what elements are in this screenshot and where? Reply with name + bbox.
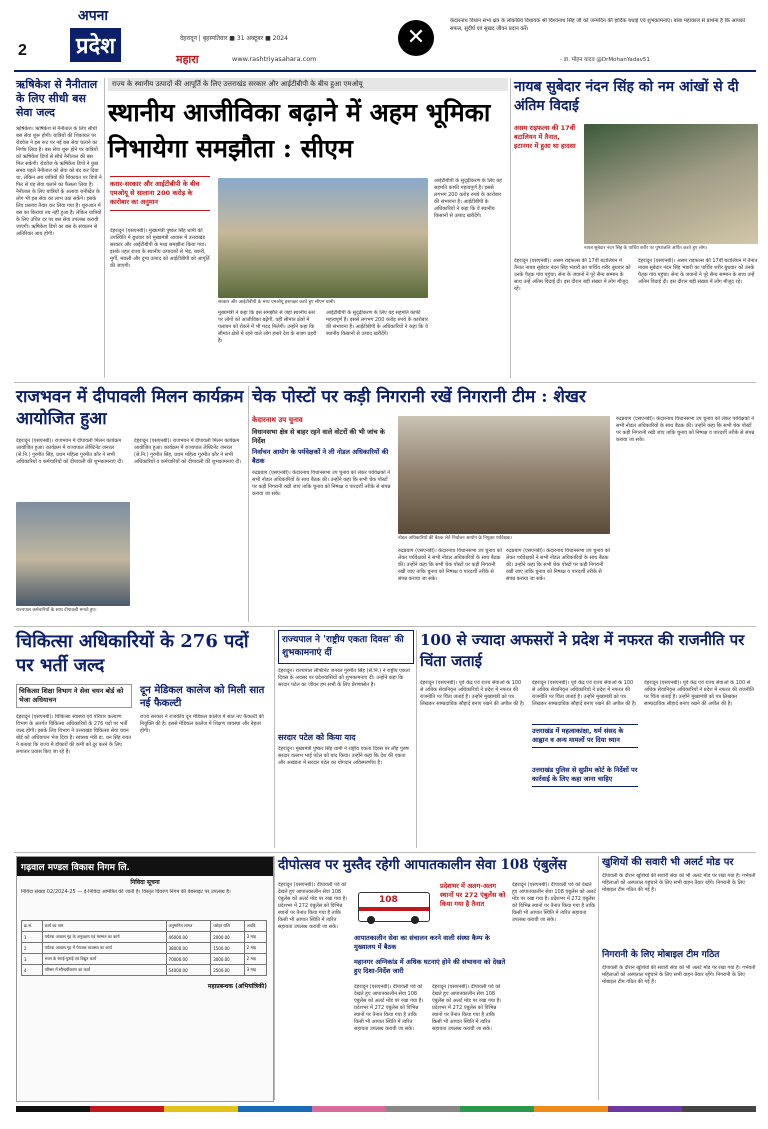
brand-main: प्रदेश <box>70 28 121 62</box>
khushiyon-headline: खुशियों की सवारी भी अलर्ट मोड पर <box>602 857 734 868</box>
tender-rule <box>274 856 275 1100</box>
ekta-story <box>278 630 414 848</box>
officers-headline: 100 से ज्यादा अफसरों ने प्रदेश में नफरत की राजनीति पर चिंता जताई <box>420 631 745 670</box>
table-cell: 3000.00 <box>211 954 244 965</box>
lead-photo-caption: सरकार और आईटीबीपी के मध्य एमओयू हस्ताक्षर करते हुए सीएम धामी। <box>218 300 336 305</box>
table-cell: पर्यटक आवास गृह में पेयजल व्यवस्था का कार्य <box>42 943 166 954</box>
table-row <box>22 943 267 954</box>
checkpost-body-3: रुद्रप्रयाग (एसएनबी)। केदारनाथ विधानसभा उप चुनाव को लेकर पर्यवेक्षकों ने सभी नोडल अधिकारियों के साथ बैठक की। उन्होंने कहा कि सभी चेक पोस्टों पर कड़ी निगरानी रखी जाए ताकि चुनाव को निष्पक्ष व पारदर्शी तरीके से संपन्न कराया जा सके। <box>506 548 610 582</box>
section-rule-1 <box>14 382 756 383</box>
medical-story <box>16 630 272 848</box>
medical-sub2: दून मेडिकल कालेज को मिली सात नई फैकल्टी <box>140 685 265 709</box>
table-cell: 3 <box>22 954 43 965</box>
lead-photo <box>218 178 428 298</box>
lead-body-1: देहरादून (एसएनबी)। मुख्यमंत्री पुष्कर सिंह धामी की उपस्थिति में बुधवार को मुख्यमंत्री आवास में उत्तराखंड सरकार और आईटीबीपी के मध्य समझौता किया गया। इसके तहत राज्य के स्थानीय उत्पादकों से भेड़, बकरी, मुर्गी, मछली और दुग्ध उत्पाद को आईटीबीपी को आपूर्ति की जाएगी। <box>110 228 210 269</box>
right-top-pull-quote: असम राइफल्स की 17वीं बटालियन में तैनात, इटानगर में हुआ था हादसा <box>514 124 576 150</box>
tender-table <box>21 920 267 976</box>
tender-sub: निविदा सूचना <box>130 879 160 886</box>
khushiyon-body-2: दीपावली के दौरान खुशियों की सवारी सेवा को भी अलर्ट मोड पर रखा गया है। गर्भवती महिलाओं को अस्पताल पहुंचाने के लिए सभी वाहन तैयार रहेंगे। निगरानी के लिए मोबाइल टीम गठित की गई है। <box>602 965 756 985</box>
checkpost-pull-quote: विधानसभा क्षेत्र से बाहर रहने वाले वोटरों की भी जांच के निर्देश <box>252 428 385 445</box>
right-top-body-2: देहरादून (एसएनबी)। असम राइफल्स की 17वीं बटालियन में तैनात नायब सूबेदार नंदन सिंह भंडारी का पार्थिव शरीर बुधवार को उनके पैतृक गांव पहुंचा। सेना के जवानों ने पूरे सैन्य सम्मान के साथ उन्हें अंतिम विदाई दी। इस दौरान बड़ी संख्या में लोग मौजूद रहे। <box>638 258 758 285</box>
table-cell: 2500.00 <box>211 965 244 976</box>
table-cell: 2 माह <box>244 943 266 954</box>
tender-col: धरोहर राशि <box>211 921 244 932</box>
khushiyon-story <box>602 856 756 1100</box>
ekta-body2: देहरादून। मुख्यमंत्री पुष्कर सिंह धामी ने राष्ट्रीय एकता दिवस पर लौह पुरुष सरदार वल्लभ भाई पटेल को याद किया। उन्होंने कहा कि देश की एकता और अखंडता में सरदार पटेल का योगदान अविस्मरणीय है। <box>278 746 409 766</box>
officers-sub: उत्तराखंड में महत्वाकांक्षा, धर्म संसद के आह्वान व अन्य मामलों पर दिया ध्यान <box>532 724 638 748</box>
table-row <box>22 954 267 965</box>
ambulance-stripe <box>359 907 429 911</box>
tender-col: क्र.सं. <box>22 921 43 932</box>
tender-text: निविदा संख्या 02/2024-25 — ई-निविदा आमंत्रित की जाती है। विस्तृत विवरण निगम की वेबसाइट पर उपलब्ध है। <box>21 889 231 895</box>
right-top-story <box>514 78 758 378</box>
officers-sub2: उत्तराखंड पुलिस से सुप्रीम कोर्ट के निर्देशों पर कार्रवाई के लिए कहा जाना चाहिए <box>532 764 638 787</box>
lead-headline: स्थानीय आजीविका बढ़ाने में अहम भूमिका निभायेगा समझौता : सीएम <box>108 98 491 163</box>
ambulance-icon <box>358 892 430 922</box>
tender-title <box>17 857 273 876</box>
deepawali-pull-quote-3: महानगर अग्निकांड में अधिक घटनाएं होने की संभावना को देखते हुए दिशा-निर्देश जारी <box>354 958 506 975</box>
table-cell: 70000.00 <box>166 954 211 965</box>
left-brief-body: ऋषिकेश। ऋषिकेश से नैनीताल के लिए सीधी बस सेवा शुरू होगी। यात्रियों की शिकायत पर रोडवेज ने इस रूट पर नई बस सेवा चलाने का निर्णय लिया है। बस सेवा शुरू होने पर यात्रियों को ऋषिकेश डिपो से सीधे नैनीताल की बस मिल सकेगी। रोडवेज के ऋषिकेश डिपो ने कुछ समय पहले नैनीताल को सेवा को बंद कर दिया था, लेकिन अब यात्रियों की शिकायत पर डिपो ने फिर से यह सेवा चलाने का फैसला लिया है। नैनीताल के लिए यात्रियों के अलावा रानीखेत के लोग भी इस सेवा का लाभ उठा सकेंगे। इसके लिए प्रस्ताव तैयार कर लिया गया है। शुरुआत में बस का किराया तय नहीं हुआ है। लेकिन यात्रियों के लिए उचित दर पर बस सेवा उपलब्ध करायी जाएगी। ऋषिकेश डिपो का बस के संचालन से अतिरिक्त आय होगी। <box>16 126 102 237</box>
lead-story <box>108 78 508 378</box>
rajbhawan-caption: राज्यपाल कर्मचारियों के साथ दीपावली मनाते हुए। <box>16 608 97 613</box>
lead-body-4: आईटीबीपी के सुदृढ़ीकरण के लिए यह सहमति काफी महत्वपूर्ण है। इससे लगभग 200 करोड़ रुपये के कारोबार की संभावना है। आईटीबीपी के अधिकारियों ने कहा कि वे स्थानीय किसानों से उत्पाद खरीदेंगे। <box>434 178 502 219</box>
brand-block <box>18 2 128 70</box>
table-cell: 38000.00 <box>166 943 211 954</box>
medical-body: देहरादून (एसएनबी)। चिकित्सा स्वास्थ्य एवं परिवार कल्याण विभाग के अंतर्गत चिकित्सा अधिकारियों के 276 पदों पर भर्ती जल्द होगी। इसके लिए विभाग ने उत्तराखंड चिकित्सा सेवा चयन बोर्ड को अधियाचन भेज दिया है। स्वास्थ्य मंत्री डा. धन सिंह रावत ने बताया कि राज्य में डॉक्टरों की कमी को दूर करने के लिए लगातार प्रयास किए जा रहे हैं। <box>16 714 132 755</box>
table-cell: 2 माह <box>244 954 266 965</box>
lead-kicker: राज्य के स्थानीय उत्पादों की आपूर्ति के लिए उत्तराखंड सरकार और आईटीबीपी के बीच हुआ एमओयू <box>108 78 508 91</box>
checkpost-story <box>252 386 756 622</box>
deepawali-body-3: देहरादून (एसएनबी)। दीपावली पर्व को देखते हुए आपातकालीन सेवा 108 एंबुलेंस को अलर्ट मोड पर रखा गया है। प्रदेशभर में 272 एंबुलेंस को विभिन्न स्थानों पर तैनात किया गया है ताकि किसी भी आपात स्थिति में त्वरित सहायता उपलब्ध करायी जा सके। <box>432 984 502 1032</box>
table-cell: 54000.00 <box>166 965 211 976</box>
table-cell: 3 माह <box>244 932 266 943</box>
section-rule-3 <box>14 852 756 853</box>
medical-headline: चिकित्सा अधिकारियों के 276 पदों पर भर्ती जल्द <box>16 631 249 676</box>
rajbhawan-body-2: देहरादून (एसएनबी)। राजभवन में दीपावली मिलन कार्यक्रम आयोजित हुआ। कार्यक्रम में राज्यपाल लेफ्टिनेंट जनरल (से.नि.) गुरमीत सिंह, प्रथम महिला गुरमीत कौर ने सभी अधिकारियों व कर्मचारियों को दीपावली की शुभकामनाएं दीं। <box>134 438 242 465</box>
ekta-body: देहरादून। राज्यपाल लेफ्टिनेंट जनरल गुरमीत सिंह (से.नि.) ने राष्ट्रीय एकता दिवस के अवसर पर प्रदेशवासियों को शुभकामनाएं दीं। उन्होंने कहा कि सरदार पटेल का जीवन हम सभी के लिए प्रेरणास्रोत है। <box>278 668 410 688</box>
medical-rule <box>274 630 275 848</box>
officers-body-3: देहरादून (एसएनबी)। पूर्व केंद्र एवं राज्य सेवाओं के 100 से अधिक सेवानिवृत्त अधिकारियों ने प्रदेश में नफरत की राजनीति पर चिंता जताई है। उन्होंने मुख्यमंत्री को पत्र लिखकर साम्प्रदायिक सौहार्द बनाए रखने की अपील की है। <box>644 680 754 707</box>
right-top-photo <box>584 124 758 244</box>
tender-col: अनुमानित लागत <box>166 921 211 932</box>
section-rule-2 <box>14 626 756 627</box>
deepawali-headline: दीपोत्सव पर मुस्तैद रहेगी आपातकालीन सेवा 108 एंबुलेंस <box>278 857 567 873</box>
khushiyon-body: दीपावली के दौरान खुशियों की सवारी सेवा को भी अलर्ट मोड पर रखा गया है। गर्भवती महिलाओं को अस्पताल पहुंचाने के लिए सभी वाहन तैयार रहेंगे। निगरानी के लिए मोबाइल टीम गठित की गई है। <box>602 873 756 893</box>
ekta-rule <box>416 630 417 848</box>
table-cell: परिसर में सौन्दर्यीकरण का कार्य <box>42 965 166 976</box>
checkpost-photo <box>398 416 610 534</box>
deepawali-pull-quote: प्रदेशभर में अलग-अलग स्थानों पर 272 एंबुलेंस को किया गया है तैनात <box>440 882 506 908</box>
deepawali-body-2: देहरादून (एसएनबी)। दीपावली पर्व को देखते हुए आपातकालीन सेवा 108 एंबुलेंस को अलर्ट मोड पर रखा गया है। प्रदेशभर में 272 एंबुलेंस को विभिन्न स्थानों पर तैनात किया गया है ताकि किसी भी आपात स्थिति में त्वरित सहायता उपलब्ध करायी जा सके। <box>354 984 424 1032</box>
tender-col: कार्य का नाम <box>42 921 166 932</box>
tender-title-text: गढ़वाल मण्डल विकास निगम लि. <box>21 863 130 873</box>
rajbhawan-headline: राजभवन में दीपावली मिलन कार्यक्रम आयोजित हुआ <box>16 387 244 429</box>
social-post-text: केदारनाथ विधान सभा क्षेत्र के लोकप्रिय विधायक श्री विश्वनाथ सिंह जी को जन्मदिन की हार्दिक बधाई एवं शुभकामनाएं। बाबा महाकाल से प्रार्थना है कि आपको सफल, सुदीर्घ एवं सुखद जीवन प्रदान करें। <box>450 18 746 32</box>
masthead <box>0 0 768 72</box>
khushiyon-sub: निगरानी के लिए मोबाइल टीम गठित <box>602 950 720 960</box>
paper-name: महारा <box>176 53 199 66</box>
left-brief <box>16 78 102 378</box>
deepawali-rule <box>598 856 599 1100</box>
table-cell: भवन के रंगाई-पुताई एवं विद्युत कार्य <box>42 954 166 965</box>
table-cell: पर्यटक आवास गृह के अनुरक्षण एवं मरम्मत का कार्य <box>42 932 166 943</box>
deepawali-body: देहरादून (एसएनबी)। दीपावली पर्व को देखते हुए आपातकालीन सेवा 108 एंबुलेंस को अलर्ट मोड पर रखा गया है। प्रदेशभर में 272 एंबुलेंस को विभिन्न स्थानों पर तैनात किया गया है ताकि किसी भी आपात स्थिति में त्वरित सहायता उपलब्ध करायी जा सके। <box>278 882 348 930</box>
table-cell: 2 <box>22 943 43 954</box>
brand-top: अपना <box>78 8 109 24</box>
checkpost-headline: चेक पोस्टों पर कड़ी निगरानी रखें निगरानी टीम : शेखर <box>252 387 586 407</box>
x-logo-icon: ✕ <box>398 20 434 56</box>
ekta-headline: राज्यपाल ने 'राष्ट्रीय एकता दिवस' की शुभकामनाएं दीं <box>278 630 414 664</box>
medical-sub: चिकित्सा शिक्षा विभाग ने सेवा चयन बोर्ड को भेजा अधियाचन <box>16 684 132 708</box>
ambulance-graphic <box>354 882 436 930</box>
ambulance-number: 108 <box>379 895 398 905</box>
page-number: 2 <box>18 42 27 59</box>
checkpost-body: रुद्रप्रयाग (एसएनबी)। केदारनाथ विधानसभा उप चुनाव को लेकर पर्यवेक्षकों ने सभी नोडल अधिकारियों के साथ बैठक की। उन्होंने कहा कि सभी चेक पोस्टों पर कड़ी निगरानी रखी जाए ताकि चुनाव को निष्पक्ष व पारदर्शी तरीके से संपन्न कराया जा सके। <box>252 470 391 497</box>
lead-right-rule <box>510 78 511 378</box>
officers-body: देहरादून (एसएनबी)। पूर्व केंद्र एवं राज्य सेवाओं के 100 से अधिक सेवानिवृत्त अधिकारियों ने प्रदेश में नफरत की राजनीति पर चिंता जताई है। उन्होंने मुख्यमंत्री को पत्र लिखकर साम्प्रदायिक सौहार्द बनाए रखने की अपील की है। <box>420 680 525 707</box>
tender-ad <box>16 856 274 1102</box>
right-top-body: देहरादून (एसएनबी)। असम राइफल्स की 17वीं बटालियन में तैनात नायब सूबेदार नंदन सिंह भंडारी का पार्थिव शरीर बुधवार को उनके पैतृक गांव पहुंचा। सेना के जवानों ने पूरे सैन्य सम्मान के साथ उन्हें अंतिम विदाई दी। इस दौरान बड़ी संख्या में लोग मौजूद रहे। <box>514 258 631 292</box>
rajbhawan-rule <box>248 386 249 622</box>
lead-pull-quote: करार-सरकार और आईटीबीपी के बीच एमओयू से सालाना 200 करोड़ के कारोबार का अनुमान <box>110 176 210 211</box>
rajbhawan-photo <box>16 502 130 606</box>
deepawali-pull-quote-2: आपातकालीन सेवा का संचालन करने वाली संस्था कैम्प के मुख्यालय में बैठक <box>354 934 490 951</box>
ambulance-wheel-icon <box>411 916 419 924</box>
checkpost-sub: केदारनाथ उप चुनाव <box>252 416 303 424</box>
rajbhawan-story <box>16 386 246 622</box>
table-cell: 3 माह <box>244 965 266 976</box>
medical-body2: राज्य सरकार ने राजकीय दून मेडिकल कालेज में सात नए फैकल्टी की नियुक्ति की है। इससे मेडिकल कालेज में शिक्षण व्यवस्था और बेहतर होगी। <box>140 714 264 734</box>
deepawali-story <box>278 856 596 1100</box>
ambulance-wheel-icon <box>367 916 375 924</box>
table-cell: 1 <box>22 932 43 943</box>
left-col-rule <box>104 78 105 378</box>
table-cell: 4 <box>22 965 43 976</box>
tender-col: अवधि <box>244 921 266 932</box>
checkpost-sub2: निर्वाचन आयोग के पर्यवेक्षकों ने ली नोडल अधिकारियों की बैठक <box>252 448 389 465</box>
checkpost-caption: नोडल अधिकारियों की बैठक लेते निर्वाचन आयोग के नियुक्त पर्यवेक्षक। <box>398 536 513 541</box>
officers-body-2: देहरादून (एसएनबी)। पूर्व केंद्र एवं राज्य सेवाओं के 100 से अधिक सेवानिवृत्त अधिकारियों ने प्रदेश में नफरत की राजनीति पर चिंता जताई है। उन्होंने मुख्यमंत्री को पत्र लिखकर साम्प्रदायिक सौहार्द बनाए रखने की अपील की है। <box>532 680 637 707</box>
lead-body-2: मुख्यमंत्री ने कहा कि इस समझौते से जहां स्थानीय स्तर पर लोगों को आजीविका बढ़ेगी, वहीं सीमांत क्षेत्रों में पलायन को रोकने में भी मदद मिलेगी। उन्होंने कहा कि सीमांत क्षेत्रों में रहने वाले लोग हमारे देश के सजग प्रहरी हैं। <box>218 310 317 344</box>
tender-table-header <box>22 921 267 932</box>
table-cell: 2000.00 <box>211 932 244 943</box>
social-post-sign: - डा. मोहन यादव @DrMohanYadav51 <box>560 57 650 63</box>
table-row <box>22 932 267 943</box>
masthead-rule <box>14 70 756 72</box>
left-brief-headline: ऋषिकेश से नैनीताल के लिए सीधी बस सेवा जल्द <box>16 78 98 119</box>
right-top-caption: नायब सुबेदार नंदन सिंह के पार्थिव शरीर पर पुष्पांजलि अर्पित करते हुए लोग। <box>584 246 708 251</box>
deepawali-body-4: देहरादून (एसएनबी)। दीपावली पर्व को देखते हुए आपातकालीन सेवा 108 एंबुलेंस को अलर्ट मोड पर रखा गया है। प्रदेशभर में 272 एंबुलेंस को विभिन्न स्थानों पर तैनात किया गया है ताकि किसी भी आपात स्थिति में त्वरित सहायता उपलब्ध करायी जा सके। <box>512 882 596 923</box>
ekta-sub: सरदार पटेल को किया याद <box>278 732 356 742</box>
checkpost-body-2: रुद्रप्रयाग (एसएनबी)। केदारनाथ विधानसभा उप चुनाव को लेकर पर्यवेक्षकों ने सभी नोडल अधिकारियों के साथ बैठक की। उन्होंने कहा कि सभी चेक पोस्टों पर कड़ी निगरानी रखी जाए ताकि चुनाव को निष्पक्ष व पारदर्शी तरीके से संपन्न कराया जा सके। <box>398 548 502 582</box>
color-strip <box>16 1106 756 1112</box>
tender-sign: महाप्रबन्धक (अभियांत्रिकी) <box>207 983 267 990</box>
lead-body-3: आईटीबीपी के सुदृढ़ीकरण के लिए यह सहमति काफी महत्वपूर्ण है। इससे लगभग 200 करोड़ रुपये के कारोबार की संभावना है। आईटीबीपी के अधिकारियों ने कहा कि वे स्थानीय किसानों से उत्पाद खरीदेंगे। <box>326 310 428 337</box>
checkpost-body-4: रुद्रप्रयाग (एसएनबी)। केदारनाथ विधानसभा उप चुनाव को लेकर पर्यवेक्षकों ने सभी नोडल अधिकारियों के साथ बैठक की। उन्होंने कहा कि सभी चेक पोस्टों पर कड़ी निगरानी रखी जाए ताकि चुनाव को निष्पक्ष व पारदर्शी तरीके से संपन्न कराया जा सके। <box>616 416 755 443</box>
right-top-headline: नायब सुबेदार नंदन सिंह को नम आंखों से दी अंतिम विदाई <box>514 79 739 114</box>
table-row <box>22 965 267 976</box>
website-url[interactable]: www.rashtriyasahara.com <box>232 55 317 63</box>
dateline: देहरादून | बृहस्पतिवार ■ 31 अक्टूबर ■ 2024 <box>180 35 288 42</box>
table-cell: 46000.00 <box>166 932 211 943</box>
rajbhawan-body: देहरादून (एसएनबी)। राजभवन में दीपावली मिलन कार्यक्रम आयोजित हुआ। कार्यक्रम में राज्यपाल लेफ्टिनेंट जनरल (से.नि.) गुरमीत सिंह, प्रथम महिला गुरमीत कौर ने सभी अधिकारियों व कर्मचारियों को दीपावली की शुभकामनाएं दीं। <box>16 438 124 465</box>
officers-story <box>420 630 756 848</box>
table-cell: 1500.00 <box>211 943 244 954</box>
